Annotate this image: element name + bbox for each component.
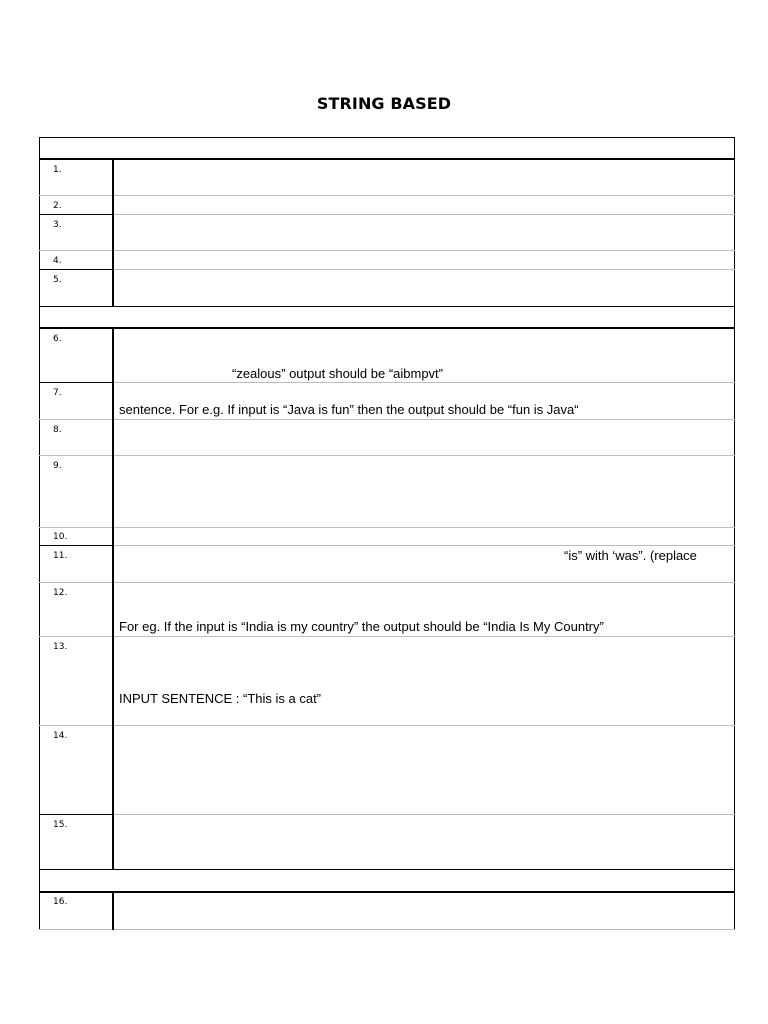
document-title: STRING BASED [316,94,452,113]
row-text: “zealous” output should be “aibmpvt” [232,366,444,381]
row-number: 6. [53,334,62,344]
row-number: 3. [53,220,62,230]
row-text: sentence. For e.g. If input is “Java is fun” then the output should be “fun is Java“ [119,402,579,417]
row-number: 4. [53,256,62,266]
row-number: 15. [53,820,68,830]
row-number: 8. [53,425,62,435]
row-number: 12. [53,588,68,598]
row-text: For eg. If the input is “India is my country” the output should be “India Is My Country” [119,619,604,634]
row-text: INPUT SENTENCE : “This is a cat” [119,691,322,706]
row-number: 5. [53,275,62,285]
row-number: 13. [53,642,68,652]
row-text: “is” with ‘was”. (replace [564,548,697,563]
row-number: 7. [53,388,62,398]
row-number: 1. [53,165,62,175]
row-number: 10. [53,532,68,542]
row-number: 9. [53,461,62,471]
row-number: 16. [53,897,68,907]
row-number: 14. [53,731,68,741]
row-number: 2. [53,201,62,211]
row-number: 11. [53,551,68,561]
